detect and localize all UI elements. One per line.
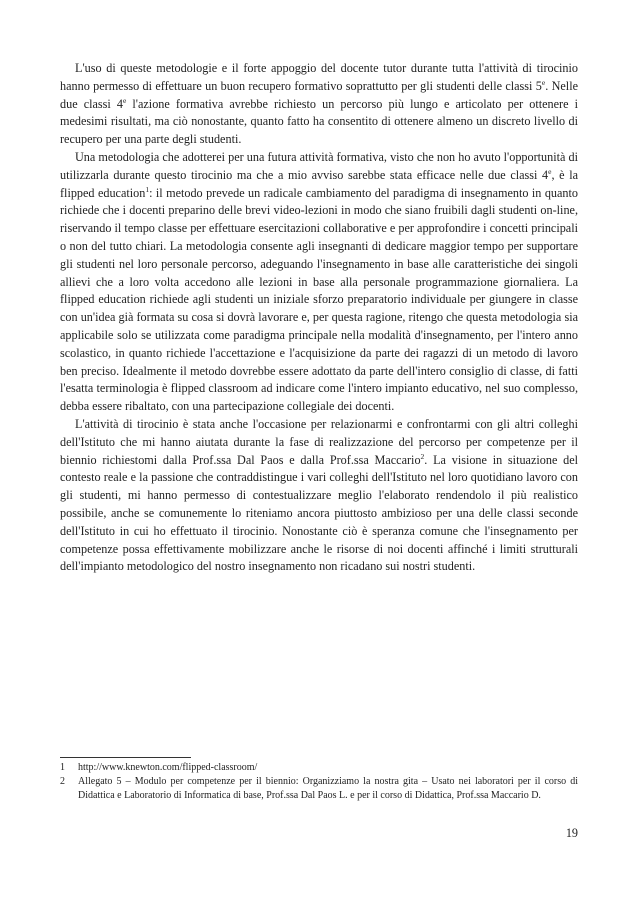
paragraph bbox=[60, 416, 578, 576]
footnote-ref[interactable]: 1 bbox=[145, 184, 150, 194]
paragraph bbox=[60, 60, 578, 149]
text-run: : il metodo prevede un radicale cambiamento del paradigma di insegnamento in quanto richiede che i docenti preparino delle brevi video-lezioni in modo che siano fruibili dagli studenti on-line, riservando il tempo classe per effettuare esercitazioni collaborative e per approfondire i concetti principali o non del tutto chiari. La metodologia consente agli insegnanti di dedicare maggior tempo per supportare gli studenti nel loro personale percorso, adeguando l'insegnamento in base alle caratteristiche dei singoli allievi che a loro volta accedono alle lezioni in base alla personale programmazione giornaliera. La flipped education richiede agli studenti un iniziale sforzo preparatorio individuale per giungere in classe con un'idea già formata su cosa si dovrà lavorare e, per questa ragione, ritengo che questa metodologia sia applicabile solo se utilizzata come paradigma principale nella modalità d'insegnamento, per l'intero anno scolastico, in quanto richiede l'accettazione e l'acquisizione da parte dei ragazzi di un metodo di lavoro ben preciso. Idealmente il metodo dovrebbe essere adottato da parte dell'intero consiglio di classe, di fatti l'esatta terminologia è flipped classroom ad indicare come l'intero impianto educativo, nel suo complesso, debba essere ribaltato, con una partecipazione collegiale dei docenti. bbox=[60, 185, 578, 414]
footnote-ref[interactable]: 2 bbox=[420, 451, 425, 461]
body-text bbox=[60, 60, 578, 576]
paragraph bbox=[60, 149, 578, 416]
text-run: . La visione in situazione del contesto reale e la passione che contraddistingue i vari colleghi dell'Istituto nel loro quotidiano lavoro con gli studenti, mi hanno permesso di contestualizzare meglio l'elaborato rendendolo il più realistico possibile, anche se comunemente lo riteniamo ancora piuttosto ambizioso per una delle classi seconde dell'Istituto in cui ho effettuato il tirocinio. Nonostante ciò è speranza comune che l'insegnamento per competenze possa effettivamente mobilizzare anche le risorse di noi docenti affinché i limiti strutturali dell'impianto metodologico del nostro insegnamento non ricadano sui nostri studenti. bbox=[60, 452, 579, 574]
text-run: L'uso di queste metodologie e il forte appoggio del docente tutor durante tutta l'attività di tirocinio hanno permesso di effettuare un buon recupero formativo soprattutto per gli studenti delle classi 5 bbox=[60, 61, 578, 93]
text-run: Una metodologia che adotterei per una futura attività formativa, visto che non ho avuto l'opportunità di utilizzarla durante questo tirocinio ma che a mio avviso sarebbe stata efficace nelle due classi 4 bbox=[60, 149, 578, 182]
footnotes bbox=[60, 761, 578, 803]
footnote-text: Allegato 5 – Modulo per competenze per il biennio: Organizziamo la nostra gita – Usato nei laboratori per il corso di Didattica e Laboratorio di Informatica di base, Prof.ssa Dal Paos L. e per il corso di Didattica, Prof.ssa Maccario D. bbox=[78, 776, 578, 801]
page-number: 19 bbox=[565, 826, 578, 840]
superscript: e bbox=[548, 166, 552, 176]
footnote-number: 1 bbox=[60, 762, 65, 773]
text-run: L'attività di tirocinio è stata anche l'occasione per relazionarmi e confrontarmi con gli altri colleghi dell'Istituto che mi hanno aiutata durante la fase di realizzazione del percorso per competenze per il biennio richiestomi dalla Prof.ssa Dal Paos e dalla Prof.ssa Maccario bbox=[60, 416, 578, 467]
footnote-divider bbox=[60, 757, 191, 758]
footnote-link[interactable]: http://www.knewton.com/flipped-classroom/ bbox=[78, 762, 258, 773]
footnote-item bbox=[60, 775, 578, 803]
superscript: e bbox=[541, 77, 546, 87]
superscript: e bbox=[122, 95, 127, 105]
footnote-number: 2 bbox=[60, 776, 65, 787]
footnote-item bbox=[60, 761, 578, 775]
text-run: , è la flipped education bbox=[60, 167, 578, 200]
text-run: . Nelle due classi 4 bbox=[60, 78, 578, 111]
text-run: l'azione formativa avrebbe richiesto un percorso più lungo e articolato per ottenere i medesimi risultati, ma ciò nonostante, quanto fatto ha consentito di ottenere almeno un discreto livello di recupero per una parte degli studenti. bbox=[60, 96, 578, 147]
